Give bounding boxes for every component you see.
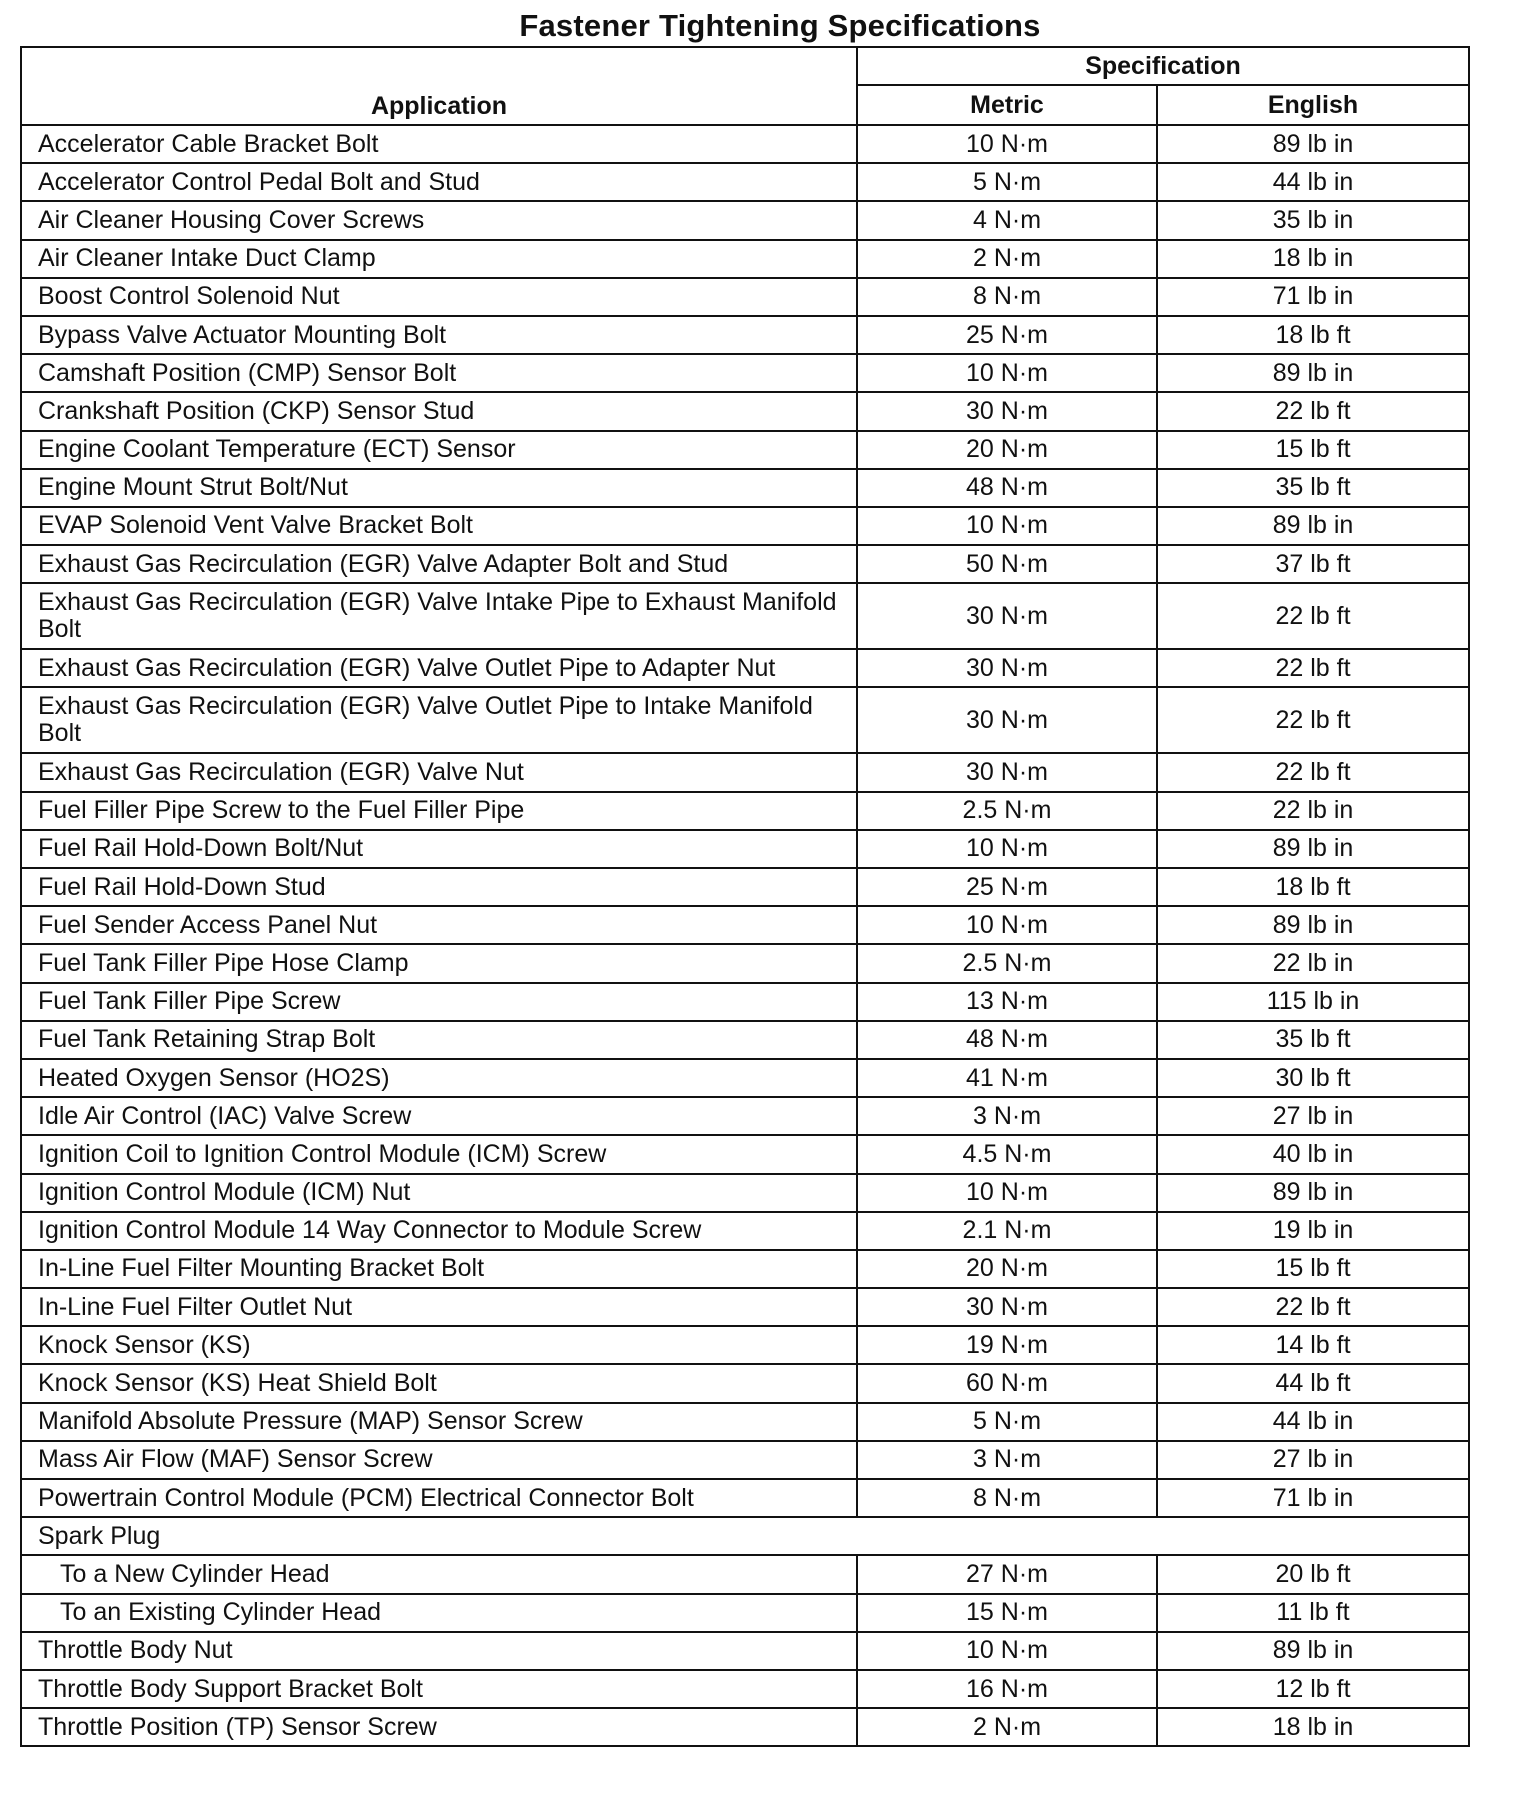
metric-cell: 30 N·m [857,753,1157,791]
application-cell: Fuel Tank Filler Pipe Hose Clamp [21,944,857,982]
application-cell: Air Cleaner Intake Duct Clamp [21,240,857,278]
english-cell: 12 lb ft [1157,1670,1469,1708]
metric-cell: 5 N·m [857,163,1157,201]
metric-cell: 30 N·m [857,687,1157,753]
english-cell: 89 lb in [1157,1174,1469,1212]
metric-cell: 16 N·m [857,1670,1157,1708]
table-row [21,944,1469,982]
metric-cell: 8 N·m [857,1479,1157,1517]
metric-cell: 27 N·m [857,1555,1157,1593]
metric-cell: 15 N·m [857,1594,1157,1632]
metric-cell: 30 N·m [857,649,1157,687]
english-cell: 22 lb ft [1157,1288,1469,1326]
metric-cell: 25 N·m [857,316,1157,354]
table-row [21,1059,1469,1097]
application-cell: In-Line Fuel Filter Outlet Nut [21,1288,857,1326]
english-cell: 22 lb in [1157,944,1469,982]
english-cell: 35 lb in [1157,201,1469,239]
english-cell: 44 lb in [1157,1403,1469,1441]
metric-cell: 5 N·m [857,1403,1157,1441]
english-cell: 44 lb in [1157,163,1469,201]
table-row [21,830,1469,868]
metric-cell: 3 N·m [857,1097,1157,1135]
metric-cell: 30 N·m [857,1288,1157,1326]
table-row [21,1212,1469,1250]
metric-cell: 4.5 N·m [857,1135,1157,1173]
application-cell: Spark Plug [21,1517,1469,1555]
application-cell: To a New Cylinder Head [21,1555,857,1593]
metric-cell: 48 N·m [857,1021,1157,1059]
metric-cell: 2 N·m [857,1708,1157,1746]
english-header: English [1157,85,1469,125]
table-row [21,1441,1469,1479]
english-cell: 22 lb ft [1157,753,1469,791]
english-cell: 22 lb ft [1157,687,1469,753]
page-title: Fastener Tightening Specifications [519,8,1041,43]
english-cell: 22 lb in [1157,792,1469,830]
english-cell: 71 lb in [1157,278,1469,316]
metric-cell: 60 N·m [857,1364,1157,1402]
application-cell: Exhaust Gas Recirculation (EGR) Valve Nut [21,753,857,791]
table-row [21,1594,1469,1632]
application-cell: Crankshaft Position (CKP) Sensor Stud [21,392,857,430]
application-cell: Accelerator Control Pedal Bolt and Stud [21,163,857,201]
english-cell: 19 lb in [1157,1212,1469,1250]
application-cell: Accelerator Cable Bracket Bolt [21,125,857,163]
table-row [21,354,1469,392]
application-cell: Fuel Sender Access Panel Nut [21,906,857,944]
metric-cell: 30 N·m [857,583,1157,649]
table-row [21,545,1469,583]
metric-cell: 10 N·m [857,507,1157,545]
table-row [21,868,1469,906]
application-cell: Heated Oxygen Sensor (HO2S) [21,1059,857,1097]
table-row [21,1479,1469,1517]
application-cell: Exhaust Gas Recirculation (EGR) Valve Adapter Bolt and Stud [21,545,857,583]
english-cell: 18 lb ft [1157,868,1469,906]
table-row [21,240,1469,278]
application-cell: Boost Control Solenoid Nut [21,278,857,316]
table-row [21,687,1469,753]
application-cell: Throttle Body Nut [21,1632,857,1670]
application-cell: EVAP Solenoid Vent Valve Bracket Bolt [21,507,857,545]
table-row [21,1326,1469,1364]
metric-cell: 30 N·m [857,392,1157,430]
table-row [21,792,1469,830]
application-cell: Ignition Control Module (ICM) Nut [21,1174,857,1212]
table-row [21,1670,1469,1708]
table-row [21,1632,1469,1670]
application-cell: To an Existing Cylinder Head [21,1594,857,1632]
metric-cell: 19 N·m [857,1326,1157,1364]
english-cell: 11 lb ft [1157,1594,1469,1632]
metric-cell: 10 N·m [857,1632,1157,1670]
english-cell: 18 lb ft [1157,316,1469,354]
application-cell: Ignition Coil to Ignition Control Module (ICM) Screw [21,1135,857,1173]
table-row [21,1135,1469,1173]
metric-cell: 10 N·m [857,906,1157,944]
application-cell: Fuel Tank Filler Pipe Screw [21,983,857,1021]
application-cell: Manifold Absolute Pressure (MAP) Sensor Screw [21,1403,857,1441]
metric-cell: 41 N·m [857,1059,1157,1097]
metric-cell: 2.1 N·m [857,1212,1157,1250]
table-row [21,278,1469,316]
metric-cell: 10 N·m [857,125,1157,163]
application-cell: Exhaust Gas Recirculation (EGR) Valve Outlet Pipe to Adapter Nut [21,649,857,687]
application-cell: Knock Sensor (KS) [21,1326,857,1364]
table-row [21,392,1469,430]
english-cell: 89 lb in [1157,354,1469,392]
english-cell: 14 lb ft [1157,1326,1469,1364]
application-cell: Knock Sensor (KS) Heat Shield Bolt [21,1364,857,1402]
application-cell: Bypass Valve Actuator Mounting Bolt [21,316,857,354]
english-cell: 40 lb in [1157,1135,1469,1173]
application-cell: Throttle Body Support Bracket Bolt [21,1670,857,1708]
english-cell: 115 lb in [1157,983,1469,1021]
application-cell: Fuel Tank Retaining Strap Bolt [21,1021,857,1059]
english-cell: 44 lb ft [1157,1364,1469,1402]
table-row [21,316,1469,354]
table-row [21,125,1469,163]
metric-cell: 4 N·m [857,201,1157,239]
metric-cell: 10 N·m [857,354,1157,392]
english-cell: 89 lb in [1157,1632,1469,1670]
application-cell: Exhaust Gas Recirculation (EGR) Valve Outlet Pipe to Intake Manifold Bolt [21,687,857,753]
english-cell: 37 lb ft [1157,545,1469,583]
english-cell: 15 lb ft [1157,1250,1469,1288]
english-cell: 71 lb in [1157,1479,1469,1517]
english-cell: 35 lb ft [1157,1021,1469,1059]
table-group-row [21,1517,1469,1555]
english-cell: 22 lb ft [1157,583,1469,649]
table-row [21,753,1469,791]
english-cell: 89 lb in [1157,830,1469,868]
application-cell: Engine Mount Strut Bolt/Nut [21,469,857,507]
english-cell: 27 lb in [1157,1441,1469,1479]
table-row [21,1288,1469,1326]
spec-table [20,46,1470,1747]
table-row [21,1403,1469,1441]
table-row [21,1555,1469,1593]
application-cell: Engine Coolant Temperature (ECT) Sensor [21,431,857,469]
application-cell: Air Cleaner Housing Cover Screws [21,201,857,239]
english-cell: 89 lb in [1157,125,1469,163]
english-cell: 27 lb in [1157,1097,1469,1135]
english-cell: 18 lb in [1157,240,1469,278]
table-row [21,906,1469,944]
english-cell: 30 lb ft [1157,1059,1469,1097]
table-row [21,1021,1469,1059]
table-row [21,431,1469,469]
application-cell: Fuel Rail Hold-Down Stud [21,868,857,906]
metric-cell: 2.5 N·m [857,944,1157,982]
english-cell: 89 lb in [1157,507,1469,545]
specification-header: Specification [857,47,1469,85]
metric-cell: 20 N·m [857,431,1157,469]
application-cell: Ignition Control Module 14 Way Connector to Module Screw [21,1212,857,1250]
metric-cell: 50 N·m [857,545,1157,583]
application-cell: In-Line Fuel Filter Mounting Bracket Bolt [21,1250,857,1288]
application-cell: Mass Air Flow (MAF) Sensor Screw [21,1441,857,1479]
english-cell: 22 lb ft [1157,649,1469,687]
table-row [21,469,1469,507]
application-cell: Idle Air Control (IAC) Valve Screw [21,1097,857,1135]
table-row [21,1097,1469,1135]
metric-cell: 10 N·m [857,1174,1157,1212]
metric-cell: 2.5 N·m [857,792,1157,830]
metric-header: Metric [857,85,1157,125]
table-row [21,1174,1469,1212]
metric-cell: 2 N·m [857,240,1157,278]
metric-cell: 20 N·m [857,1250,1157,1288]
metric-cell: 48 N·m [857,469,1157,507]
table-row [21,1708,1469,1746]
english-cell: 15 lb ft [1157,431,1469,469]
application-header: Application [21,47,857,125]
table-row [21,1250,1469,1288]
spec-rows [21,125,1469,1746]
english-cell: 20 lb ft [1157,1555,1469,1593]
table-row [21,583,1469,649]
application-cell: Powertrain Control Module (PCM) Electrical Connector Bolt [21,1479,857,1517]
table-row [21,201,1469,239]
metric-cell: 13 N·m [857,983,1157,1021]
english-cell: 18 lb in [1157,1708,1469,1746]
application-cell: Exhaust Gas Recirculation (EGR) Valve Intake Pipe to Exhaust Manifold Bolt [21,583,857,649]
metric-cell: 3 N·m [857,1441,1157,1479]
english-cell: 89 lb in [1157,906,1469,944]
metric-cell: 8 N·m [857,278,1157,316]
english-cell: 35 lb ft [1157,469,1469,507]
table-row [21,163,1469,201]
metric-cell: 10 N·m [857,830,1157,868]
application-cell: Camshaft Position (CMP) Sensor Bolt [21,354,857,392]
english-cell: 22 lb ft [1157,392,1469,430]
application-cell: Throttle Position (TP) Sensor Screw [21,1708,857,1746]
metric-cell: 25 N·m [857,868,1157,906]
application-cell: Fuel Filler Pipe Screw to the Fuel Filler Pipe [21,792,857,830]
table-row [21,1364,1469,1402]
table-row [21,507,1469,545]
table-row [21,649,1469,687]
table-row [21,983,1469,1021]
application-cell: Fuel Rail Hold-Down Bolt/Nut [21,830,857,868]
